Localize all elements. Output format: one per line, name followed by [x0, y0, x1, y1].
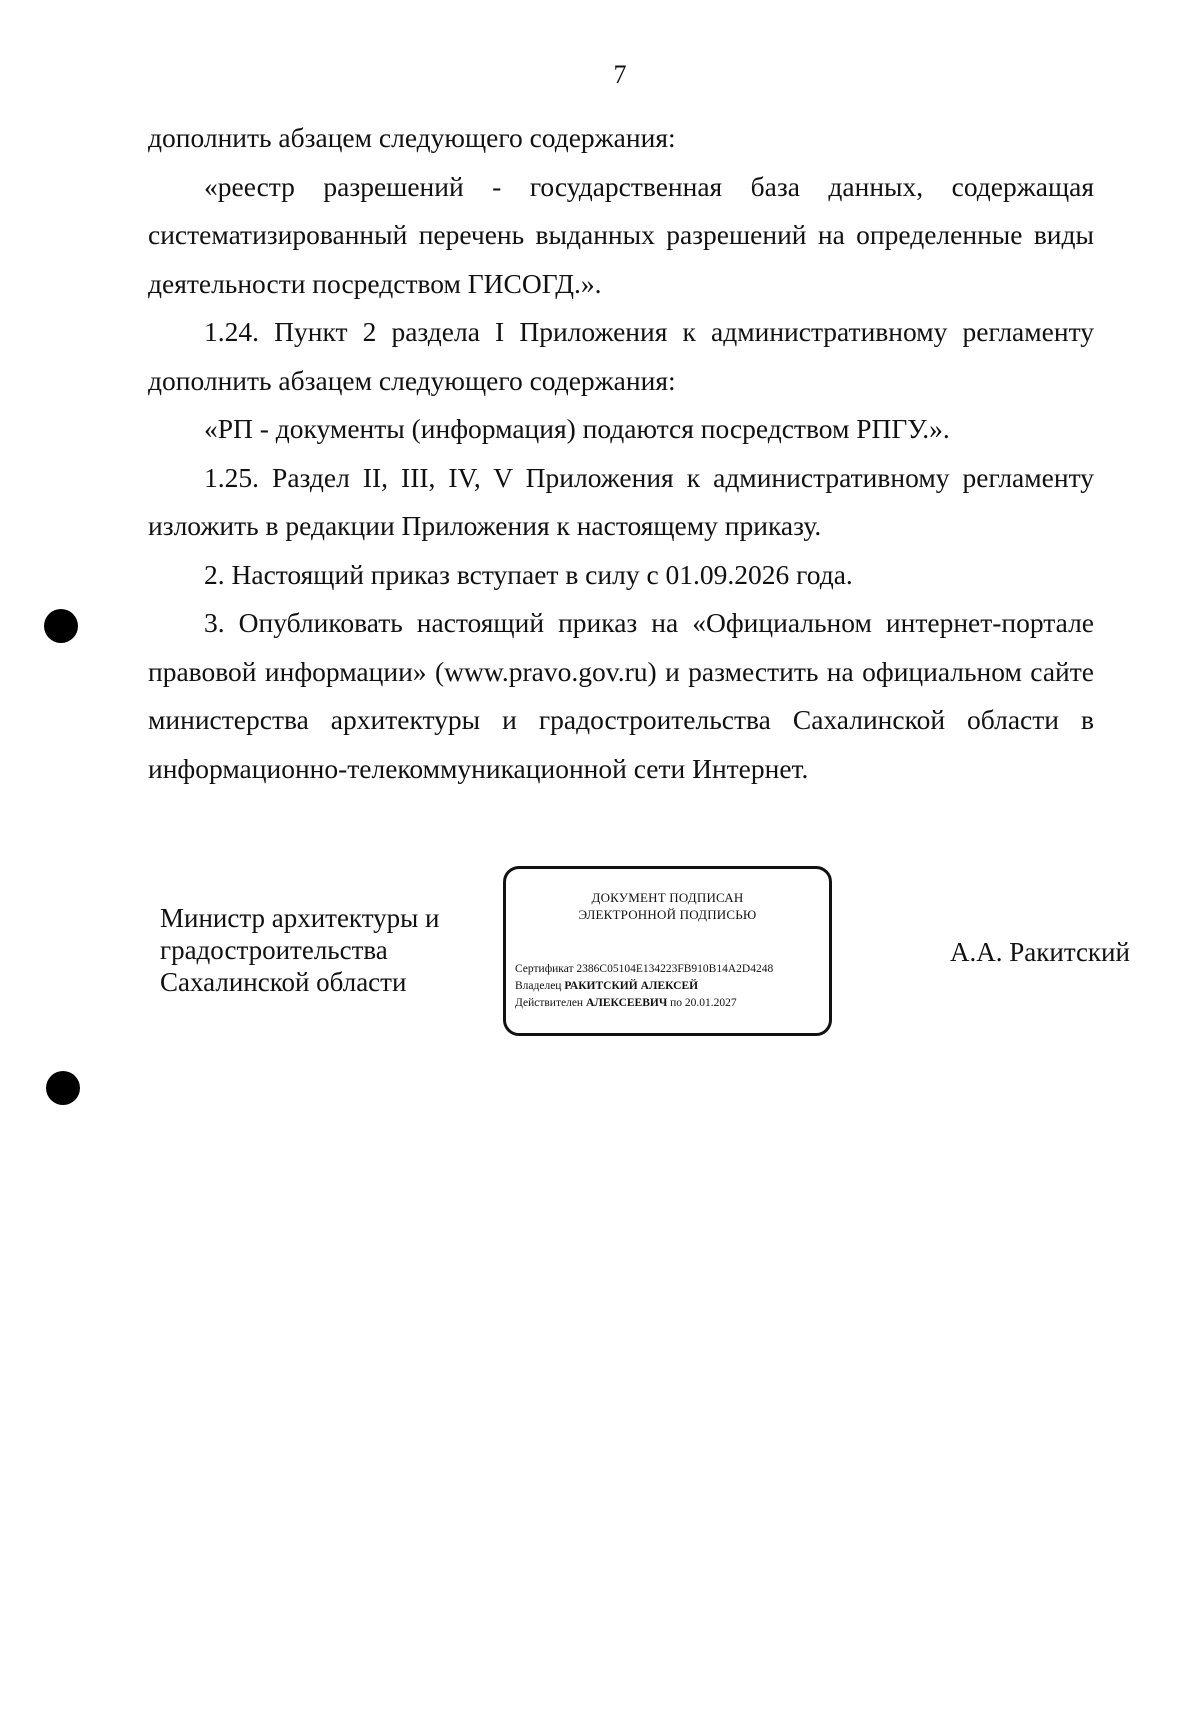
binder-hole-mark: [44, 609, 78, 643]
document-body: [148, 114, 1094, 793]
stamp-details: [515, 961, 773, 1012]
stamp-certificate-value: 2386C05104E134223FB910B14A2D4248: [576, 963, 774, 975]
paragraph: 3. Опубликовать настоящий приказ на «Официальном интернет-портале правовой информации» (www.pravo.gov.ru) и разместить на официальном сайте министерства архитектуры и градостроительства Сахалинской области в информационно-телекоммуникационной сети Интернет.: [148, 607, 1094, 784]
binder-hole-mark: [46, 1071, 80, 1105]
stamp-header-line: ДОКУМЕНТ ПОДПИСАН: [591, 890, 744, 905]
stamp-validity-row: [515, 995, 773, 1012]
signatory-position-line: Сахалинской области: [160, 967, 407, 997]
paragraph: 1.25. Раздел II, III, IV, V Приложения к административному регламенту изложить в редакции Приложения к настоящему приказу.: [148, 461, 1094, 541]
signatory-name: А.А. Ракитский: [950, 937, 1130, 967]
signatory-position: [160, 902, 439, 998]
paragraph: 1.24. Пункт 2 раздела I Приложения к административному регламенту дополнить абзацем следующего содержания:: [148, 316, 1094, 396]
page-number: 7: [613, 60, 627, 89]
paragraph: «РП - документы (информация) подаются посредством РПГУ.».: [204, 413, 950, 444]
stamp-owner-row: [515, 978, 773, 995]
stamp-valid-label: Действителен: [515, 997, 584, 1009]
stamp-header-line: ЭЛЕКТРОННОЙ ПОДПИСЬЮ: [578, 907, 757, 922]
paragraph: «реестр разрешений - государственная база данных, содержащая систематизированный перечень выданных разрешений на определенные виды деятельности посредством ГИСОГД.».: [148, 170, 1094, 299]
stamp-owner-value: РАКИТСКИЙ АЛЕКСЕЙ: [564, 980, 699, 992]
signatory-position-line: Министр архитектуры и: [160, 903, 440, 933]
stamp-owner-label: Владелец: [515, 980, 562, 992]
electronic-signature-stamp: [503, 866, 832, 1036]
stamp-valid-value: по 20.01.2027: [670, 997, 737, 1009]
signatory-position-line: градостроительства: [160, 935, 388, 965]
stamp-valid-overprint: АЛЕКСЕЕВИЧ: [585, 997, 668, 1009]
stamp-certificate-row: [515, 961, 773, 978]
paragraph: 2. Настоящий приказ вступает в силу с 01.09.2026 года.: [204, 558, 853, 590]
stamp-certificate-label: Сертификат: [515, 963, 574, 975]
paragraph: дополнить абзацем следующего содержания:: [148, 122, 676, 153]
stamp-header: [506, 889, 829, 923]
